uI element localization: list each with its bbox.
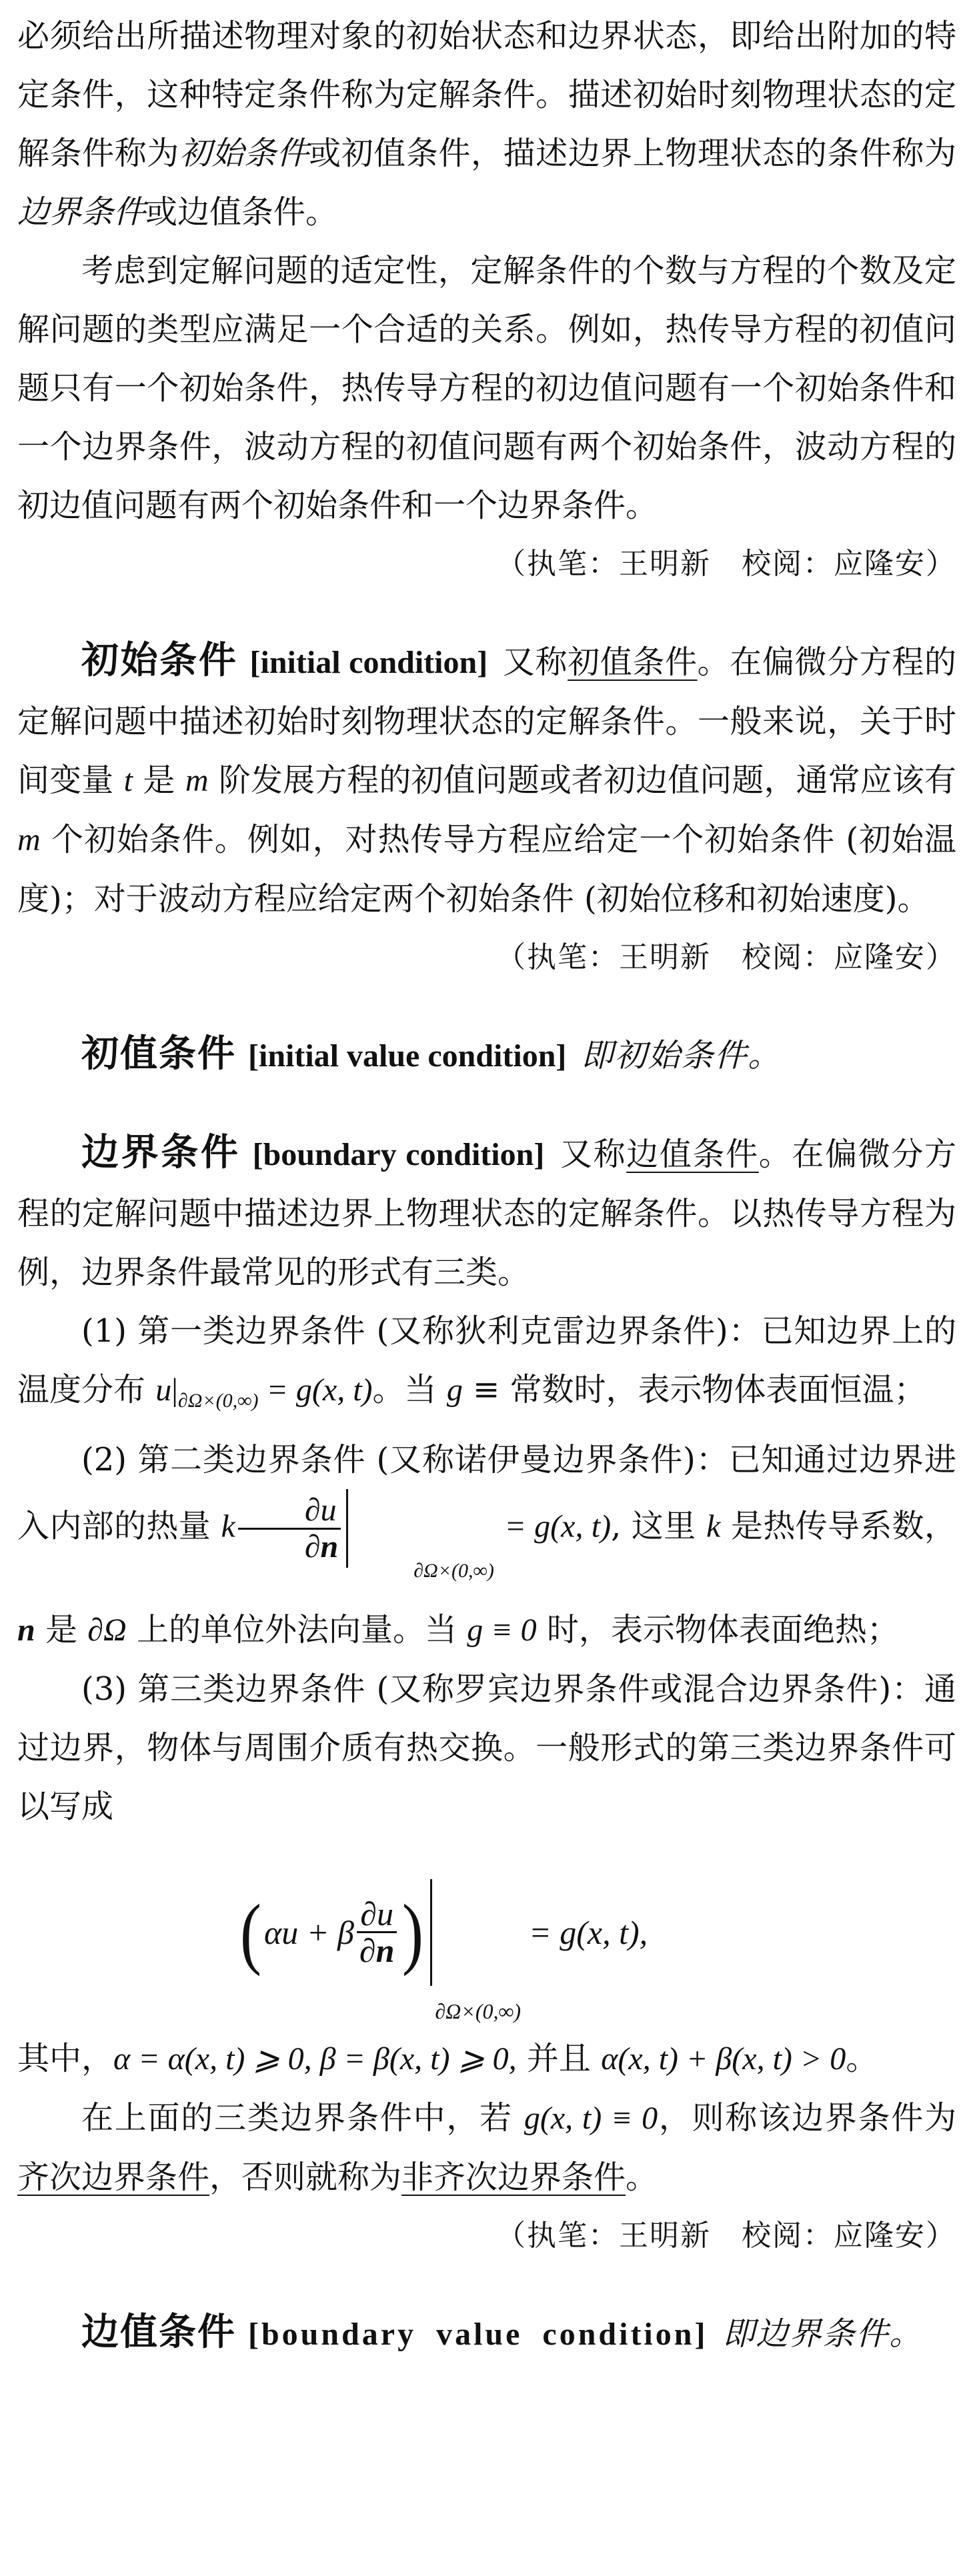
item-text: 。 [626,2158,658,2196]
intro-text-b: 或初值条件，描述边界上物理状态的条件称为 [309,135,956,172]
right-paren: ) [402,1887,424,1977]
term-link-nonhomogeneous[interactable]: 非齐次边界条件 [401,2158,626,2196]
entry-text: 阶发展方程的初值问题或者初边值问题，通常应该有 [218,762,956,799]
math-expr: g ≡ 0 [467,1612,537,1648]
item-text: , 这里 [611,1507,696,1545]
credit-line-1: （执笔：王明新 校阅：应隆安） [496,547,956,581]
entry-boundary-condition [17,1123,956,1302]
intro-text-c: 或边值条件。 [145,193,338,231]
math-expr: = g(x, t) [504,1508,612,1544]
item-text: 其中， [17,2039,114,2077]
math-var: m [185,763,209,798]
eq-fraction-denominator [357,1933,397,1968]
boundary-item-3: (3) 第三类边界条件 (又称罗宾边界条件或混合边界条件)：通过边界，物体与周围介质有热交换。一般形式的第三类边界条件可以写成 [17,1670,956,1825]
math-var: t [123,763,133,798]
intro-term-boundary: 边界条件 [17,193,146,231]
intro-text-a: 必须给出所描述物理对象的初始状态和边界状态，即给出附加的特定条件，这种特定条件称为定解条件。描述初始时刻物理状态的定解条件称为 [17,17,956,172]
credit-line-3: （执笔：王明新 校阅：应隆安） [496,2218,956,2253]
entry-title-zh: 初始条件 [81,638,238,682]
robin-conditions [17,2029,956,2089]
math-expr: α(x, t) + β(x, t) > 0 [601,2041,846,2077]
item-text: ，则称该边界条件为 [658,2099,956,2137]
aka-link-boundary-value[interactable]: 边值条件 [626,1136,759,1173]
item-text: 并且 [526,2039,591,2077]
item-text: 上的单位外法向量。当 [136,1610,457,1648]
dictionary-page [0,7,971,2576]
boundary-item-2 [17,1430,956,1660]
item-text: 时，表示物体表面绝热； [546,1610,899,1648]
entry-title-zh: 初值条件 [81,1032,236,1076]
item-text: 在上面的三类边界条件中，若 [81,2099,513,2137]
item-text: 是热传导系数， [731,1507,956,1545]
aka-link-initial-value[interactable]: 初值条件 [568,643,698,681]
entry-boundary-value-condition [17,2303,956,2364]
entry-text: 。在偏微分方程的定解问题中描述边界上物理状态的定解条件。以热传导方程为例，边界条件最常见的形式有三类。 [17,1136,956,1291]
entry-text: 。在偏微分方程的定解问题中描述初始时刻物理状态的定解条件。一般来说，关于时间变量 [17,643,956,799]
intro-paragraph-1 [17,7,956,241]
item-text: (1) 第一类边界条件 (又称狄利克雷边界条件)：已知边界上的温度分布 [17,1312,956,1408]
term-link-homogeneous[interactable]: 齐次边界条件 [17,2158,210,2196]
eq-fraction-denominator-text: ∂n [359,1932,395,1969]
intro-paragraph-2: 考虑到定解问题的适定性，定解条件的个数与方程的个数及定解问题的类型应满足一个合适的关系。例如，热传导方程的初值问题只有一个初始条件，热传导方程的初边值问题有一个初始条件和一个边界条件，波动方程的初值问题有两个初始条件，波动方程的初边值问题有两个初始条件和一个边界条件。 [17,252,956,524]
math-var: ∂Ω [87,1612,127,1648]
entry-text: 个初始条件。例如，对热传导方程应给定一个初始条件 (初始温度)；对于波动方程应给定两个初始条件 (初始位移和初始速度)。 [17,821,956,918]
math-subscript: ∂Ω×(0,∞) [177,1390,259,1412]
item-text: 。当 [372,1371,437,1408]
math-var: k [221,1508,235,1544]
entry-initial-condition [17,631,956,928]
entry-title-en: [boundary value condition] [248,2316,708,2352]
item-text: 。 [846,2039,878,2077]
entry-initial-value-condition [17,1024,956,1086]
entry-title-en: [initial value condition] [248,1038,567,1074]
fraction-numerator: ∂u [238,1493,341,1530]
credit-line-2: （执笔：王明新 校阅：应隆安） [496,940,956,974]
aka-prefix: 又称 [559,1136,627,1173]
entry-title-en: [boundary condition] [252,1137,545,1172]
robin-equation [17,1836,956,2029]
fraction-denominator-text: ∂n [304,1528,339,1564]
math-var: m [17,822,41,858]
eq-lhs: αu + β [263,1913,354,1951]
entry-title-zh: 边界条件 [81,1130,241,1174]
math-expr: α = α(x, t) ⩾ 0, β = β(x, t) ⩾ 0, [113,2041,517,2077]
math-expr: = g(x, t) [258,1372,373,1408]
left-paren: ( [239,1887,261,1977]
fraction-denominator [238,1530,341,1564]
math-var: k [706,1508,721,1544]
homogeneous-paragraph [17,2089,956,2207]
item-text: (2) 第二类边界条件 (又称诺伊曼边界条件)：已知通过边界进入内部的热量 [17,1441,956,1545]
boundary-item-1 [17,1302,956,1430]
cross-reference[interactable]: 即边界条件。 [722,2315,923,2353]
eval-bar [346,1489,348,1568]
eval-bar: | [171,1372,178,1408]
cross-reference[interactable]: 即初始条件。 [581,1037,782,1074]
entry-text: 是 [143,762,175,799]
intro-term-initial: 初始条件 [179,135,309,172]
math-subscript: ∂Ω×(0,∞) [413,1559,494,1582]
math-var: g [446,1372,463,1408]
entry-title-zh: 边值条件 [81,2309,236,2354]
eq-fraction-numerator: ∂u [357,1896,397,1933]
item-text: 是 [45,1610,77,1648]
aka-prefix: 又称 [502,643,568,681]
fraction [238,1493,341,1564]
eq-fraction [357,1896,397,1968]
math-var: n [17,1612,35,1648]
item-text: ，否则就称为 [209,2158,402,2196]
item-text: ≡ 常数时，表示物体表面恒温； [473,1371,926,1408]
math-var: u [155,1372,172,1408]
math-expr: g(x, t) ≡ 0 [524,2100,658,2136]
eq-subscript: ∂Ω×(0,∞) [435,1999,522,2023]
eq-rhs: = g(x, t), [529,1913,648,1951]
entry-title-en: [initial condition] [249,645,488,680]
eval-bar [430,1879,432,1986]
